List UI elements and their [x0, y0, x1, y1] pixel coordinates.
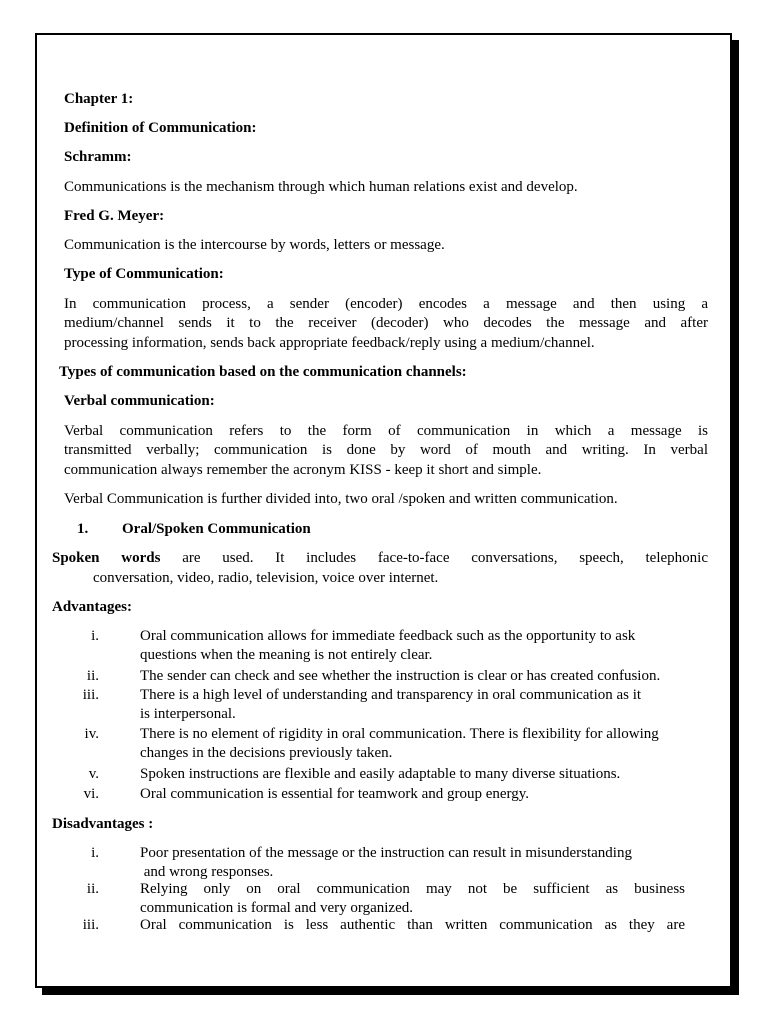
- chapter-title: Chapter 1:: [64, 91, 134, 107]
- advantage-text-line1: The sender can check and see whether the instruction is clear or has created confusion.: [140, 668, 661, 684]
- disadvantage-text-line2: and wrong responses.: [140, 864, 274, 880]
- disadvantage-item: [140, 916, 685, 935]
- advantage-numeral: ii.: [86, 668, 99, 684]
- advantage-item: [140, 686, 730, 724]
- advantage-text-line1: Oral communication is essential for teamwork and group energy.: [140, 786, 530, 802]
- meyer-definition: Communication is the intercourse by words, letters or message.: [64, 237, 445, 253]
- type-paragraph-line: medium/channel sends it to the receiver (decoder) who decodes the message and after: [64, 315, 708, 331]
- disadvantages-heading: Disadvantages :: [52, 816, 154, 832]
- disadvantage-text-line1: Oral communication is less authentic than written communication as they are: [140, 917, 685, 933]
- advantage-item: [140, 785, 730, 804]
- advantage-item: [140, 725, 730, 763]
- advantage-text-line2: questions when the meaning is not entirely clear.: [140, 647, 433, 663]
- schramm-definition: Communications is the mechanism through which human relations exist and develop.: [64, 179, 578, 195]
- advantage-numeral: v.: [88, 766, 99, 782]
- advantage-item: [140, 627, 730, 665]
- advantage-numeral: vi.: [83, 786, 99, 802]
- disadvantage-numeral: i.: [91, 845, 99, 861]
- spoken-words-line2: conversation, video, radio, television, voice over internet.: [93, 570, 439, 586]
- advantages-heading: Advantages:: [52, 599, 133, 615]
- channels-heading: Types of communication based on the communication channels:: [59, 364, 467, 380]
- advantage-numeral: iii.: [82, 687, 99, 703]
- advantage-numeral: i.: [91, 628, 99, 644]
- definition-heading: Definition of Communication:: [64, 120, 257, 136]
- verbal-divided-text: Verbal Communication is further divided into, two oral /spoken and written communication.: [64, 491, 618, 507]
- meyer-heading: Fred G. Meyer:: [64, 208, 165, 224]
- advantage-item: [140, 765, 730, 784]
- verbal-paragraph-line: transmitted verbally; communication is done by word of mouth and writing. In verbal: [64, 442, 708, 458]
- advantage-text-line2: is interpersonal.: [140, 706, 236, 722]
- schramm-heading: Schramm:: [64, 149, 132, 165]
- advantage-text-line1: Spoken instructions are flexible and easily adaptable to many diverse situations.: [140, 766, 621, 782]
- disadvantage-item: [140, 844, 730, 882]
- advantage-text-line1: There is no element of rigidity in oral communication. There is flexibility for allowing: [140, 726, 659, 742]
- type-heading: Type of Communication:: [64, 266, 224, 282]
- advantage-text-line1: Oral communication allows for immediate feedback such as the opportunity to ask: [140, 628, 636, 644]
- oral-section-heading: Oral/Spoken Communication: [122, 521, 311, 537]
- page-content: [37, 35, 734, 990]
- advantage-text-line1: There is a high level of understanding and transparency in oral communication as it: [140, 687, 642, 703]
- type-paragraph-line: processing information, sends back appropriate feedback/reply using a medium/channel.: [64, 335, 595, 351]
- verbal-paragraph-line: communication always remember the acronym KISS - keep it short and simple.: [64, 462, 542, 478]
- spoken-words-line: [52, 549, 708, 568]
- type-paragraph-line: In communication process, a sender (encoder) encodes a message and then using a: [64, 296, 708, 312]
- disadvantage-item: [140, 880, 685, 918]
- disadvantage-numeral: ii.: [86, 881, 99, 897]
- disadvantage-text-line1: Relying only on oral communication may not be sufficient as business: [140, 881, 685, 897]
- oral-section-number: 1.: [77, 521, 89, 537]
- spoken-words-rest: are used. It includes face-to-face conversations, speech, telephonic: [160, 550, 708, 566]
- document-page: [35, 33, 732, 988]
- advantage-item: [140, 667, 730, 686]
- disadvantage-numeral: iii.: [82, 917, 99, 933]
- disadvantage-text-line1: Poor presentation of the message or the instruction can result in misunderstanding: [140, 845, 632, 861]
- verbal-heading: Verbal communication:: [64, 393, 215, 409]
- spoken-words-term: Spoken words: [52, 550, 161, 566]
- advantage-numeral: iv.: [84, 726, 99, 742]
- disadvantage-text-line2: communication is formal and very organized.: [140, 900, 413, 916]
- verbal-paragraph-line: Verbal communication refers to the form of communication in which a message is: [64, 423, 708, 439]
- advantage-text-line2: changes in the decisions previously taken.: [140, 745, 393, 761]
